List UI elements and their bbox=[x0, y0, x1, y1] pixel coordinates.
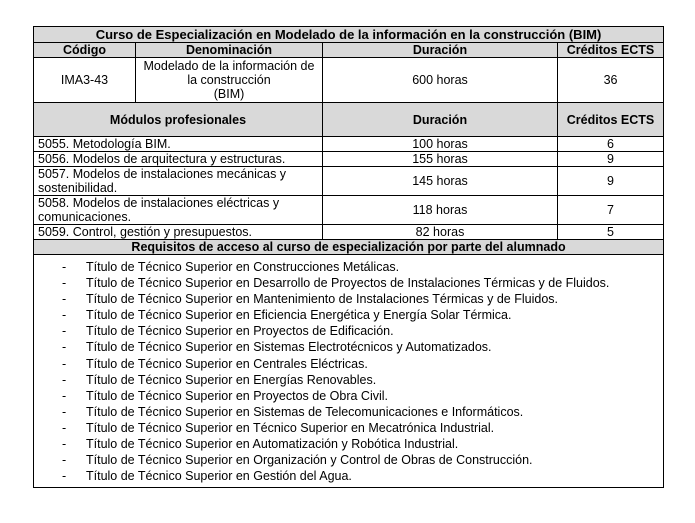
requirement-item: - Título de Técnico Superior en Gestión del Agua. bbox=[34, 468, 663, 484]
requirement-item: - Título de Técnico Superior en Automatización y Robótica Industrial. bbox=[34, 436, 663, 452]
module-credits: 7 bbox=[558, 196, 664, 225]
requirement-item: - Título de Técnico Superior en Construcciones Metálicas. bbox=[34, 259, 663, 275]
course-denominacion-line2: la construcción bbox=[187, 73, 271, 87]
modules-header-credits: Créditos ECTS bbox=[558, 103, 664, 137]
requirement-item: - Título de Técnico Superior en Mantenimiento de Instalaciones Térmicas y de Fluidos. bbox=[34, 291, 663, 307]
requirement-item: - Título de Técnico Superior en Desarrollo de Proyectos de Instalaciones Térmicas y de Fluidos. bbox=[34, 275, 663, 291]
module-hours: 100 horas bbox=[323, 137, 558, 152]
module-name: 5056. Modelos de arquitectura y estructuras. bbox=[34, 152, 323, 167]
module-credits: 9 bbox=[558, 167, 664, 196]
course-document bbox=[33, 26, 663, 488]
module-name: 5055. Metodología BIM. bbox=[34, 137, 323, 152]
module-hours: 82 horas bbox=[323, 225, 558, 240]
modules-header-label: Módulos profesionales bbox=[34, 103, 323, 137]
requirement-item: - Título de Técnico Superior en Energías Renovables. bbox=[34, 372, 663, 388]
requirements-list bbox=[34, 255, 663, 487]
header-denominacion: Denominación bbox=[136, 43, 323, 58]
requirements-cell bbox=[34, 255, 664, 488]
module-row bbox=[34, 137, 664, 152]
requirement-item: - Título de Técnico Superior en Centrales Eléctricas. bbox=[34, 356, 663, 372]
module-name: 5057. Modelos de instalaciones mecánicas y sostenibilidad. bbox=[34, 167, 323, 196]
course-credits: 36 bbox=[558, 58, 664, 103]
requirement-item: - Título de Técnico Superior en Proyectos de Edificación. bbox=[34, 323, 663, 339]
modules-header-duration: Duración bbox=[323, 103, 558, 137]
module-row bbox=[34, 152, 664, 167]
requirement-item: - Título de Técnico Superior en Eficiencia Energética y Energía Solar Térmica. bbox=[34, 307, 663, 323]
module-hours: 145 horas bbox=[323, 167, 558, 196]
course-denominacion-line1: Modelado de la información de bbox=[143, 59, 315, 73]
course-denominacion bbox=[136, 58, 323, 103]
requirements-title: Requisitos de acceso al curso de especialización por parte del alumnado bbox=[34, 240, 664, 255]
requirement-item: - Título de Técnico Superior en Proyectos de Obra Civil. bbox=[34, 388, 663, 404]
module-credits: 6 bbox=[558, 137, 664, 152]
course-duration: 600 horas bbox=[323, 58, 558, 103]
requirement-item: - Título de Técnico Superior en Organización y Control de Obras de Construcción. bbox=[34, 452, 663, 468]
module-name: 5058. Modelos de instalaciones eléctricas y comunicaciones. bbox=[34, 196, 323, 225]
course-denominacion-line3: (BIM) bbox=[213, 87, 245, 101]
header-codigo: Código bbox=[34, 43, 136, 58]
module-name: 5059. Control, gestión y presupuestos. bbox=[34, 225, 323, 240]
module-row bbox=[34, 196, 664, 225]
course-title: Curso de Especialización en Modelado de la información en la construcción (BIM) bbox=[34, 27, 664, 43]
module-row bbox=[34, 167, 664, 196]
module-credits: 9 bbox=[558, 152, 664, 167]
course-row bbox=[34, 58, 664, 103]
requirement-item: - Título de Técnico Superior en Técnico Superior en Mecatrónica Industrial. bbox=[34, 420, 663, 436]
requirement-item: - Título de Técnico Superior en Sistemas Electrotécnicos y Automatizados. bbox=[34, 339, 663, 355]
module-hours: 118 horas bbox=[323, 196, 558, 225]
module-hours: 155 horas bbox=[323, 152, 558, 167]
course-code: IMA3-43 bbox=[34, 58, 136, 103]
header-creditos: Créditos ECTS bbox=[558, 43, 664, 58]
course-table bbox=[33, 26, 664, 488]
requirement-item: - Título de Técnico Superior en Sistemas de Telecomunicaciones e Informáticos. bbox=[34, 404, 663, 420]
module-row bbox=[34, 225, 664, 240]
module-credits: 5 bbox=[558, 225, 664, 240]
header-duracion: Duración bbox=[323, 43, 558, 58]
